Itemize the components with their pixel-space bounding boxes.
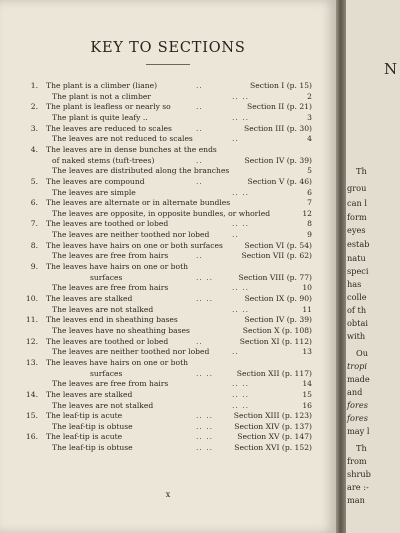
entry-text: The leaves have no sheathing bases <box>52 325 190 335</box>
entry-leader-dots: .. <box>232 230 239 240</box>
facing-text-line: has <box>347 279 362 289</box>
entry-text: The leaves are opposite, in opposite bundles, or whorled <box>52 208 271 218</box>
entry-number: 10. <box>25 294 38 303</box>
key-entry <box>0 81 336 91</box>
key-entry <box>0 124 336 134</box>
facing-text-line: fores <box>347 413 368 423</box>
entry-number: 6. <box>30 198 38 208</box>
entry-leader-dots: .. <box>196 81 203 90</box>
entry-reference: 12 <box>302 208 312 218</box>
entry-text: The leaves are simple <box>52 187 136 197</box>
entry-text: The leaves are stalked <box>46 294 133 303</box>
entry-text: The leaves are not stalked <box>52 400 154 410</box>
entry-reference: 10 <box>302 283 312 293</box>
key-entry <box>0 390 336 400</box>
entry-reference: Section VIII (p. 77) <box>238 272 312 282</box>
entry-text: The plant is leafless or nearly so <box>46 102 171 112</box>
key-entry <box>0 283 336 293</box>
key-entry <box>0 315 336 325</box>
entry-text: The leaves are toothed or lobed <box>46 219 169 229</box>
entry-number: 11. <box>25 315 38 325</box>
entry-text: of naked stems (tuft-trees) <box>52 155 155 165</box>
key-entry <box>0 401 336 411</box>
facing-text-line: grou <box>347 183 367 193</box>
entry-reference: Section IX (p. 90) <box>244 294 312 303</box>
key-entry <box>0 379 336 389</box>
entry-text: The leaves are not reduced to scales <box>52 134 193 144</box>
entry-number: 13. <box>25 357 38 367</box>
entry-reference: Section III (p. 30) <box>244 123 312 133</box>
entry-reference: Section XIII (p. 123) <box>233 411 312 421</box>
entry-reference: Section XV (p. 147) <box>237 432 312 442</box>
entry-text: The leaves are neither toothed nor lobed <box>52 230 210 240</box>
facing-text-line: from <box>347 456 367 466</box>
entry-reference: Section IV (p. 39) <box>244 155 312 165</box>
entry-leader-dots: .. .. <box>232 389 250 399</box>
page-number: x <box>165 490 171 499</box>
entry-text: The plant is quite leafy .. <box>52 112 148 122</box>
entry-reference: 8 <box>307 219 312 229</box>
entry-number: 14. <box>25 389 38 399</box>
entry-leader-dots: .. <box>196 123 203 133</box>
entry-leader-dots: .. .. <box>232 304 250 314</box>
facing-text-line: of th <box>347 305 367 315</box>
facing-text-line: fores <box>347 400 368 410</box>
entry-number: 8. <box>30 240 38 250</box>
entry-text: The leaves are free from hairs <box>52 283 169 293</box>
entry-reference: Section VI (p. 54) <box>244 240 312 250</box>
key-entry <box>0 369 336 379</box>
entry-text: The leaves have hairs on one or both <box>46 262 189 272</box>
facing-text-line: colle <box>347 292 367 302</box>
entry-reference: 7 <box>307 198 312 208</box>
facing-text-line: tropi <box>347 361 367 371</box>
entry-reference: 16 <box>302 400 312 410</box>
key-entry <box>0 358 336 368</box>
entry-reference: Section IV (p. 39) <box>244 315 312 325</box>
entry-text: The leaf-tip is obtuse <box>52 421 133 431</box>
entry-reference: 6 <box>307 187 312 197</box>
entry-number: 15. <box>25 411 38 421</box>
entry-text: The leaves are distributed along the branches <box>52 166 230 176</box>
facing-text-line: made <box>347 374 370 384</box>
entry-reference: Section XII (p. 117) <box>236 368 312 378</box>
entry-reference: 13 <box>302 347 312 357</box>
key-entry <box>0 305 336 315</box>
entry-text: The leaves are reduced to scales <box>46 123 172 133</box>
entry-text: The leaves are free from hairs <box>52 379 169 389</box>
facing-text-line: natu <box>347 253 366 263</box>
entry-leader-dots: .. <box>232 134 239 144</box>
entry-leader-dots: .. .. <box>196 294 214 303</box>
entry-number: 4. <box>30 144 38 154</box>
facing-text-line: obtai <box>347 318 368 328</box>
entry-leader-dots: .. <box>196 176 203 186</box>
entry-text: The leaf-tip is acute <box>46 432 123 442</box>
entry-leader-dots: .. <box>196 102 203 112</box>
entry-text: The leaves are free from hairs <box>52 251 169 261</box>
key-entry <box>0 198 336 208</box>
facing-text-line: Th <box>356 443 367 453</box>
facing-text-line: Ou <box>356 348 368 358</box>
entry-text: The leaves have hairs on one or both <box>46 357 189 367</box>
key-entry <box>0 166 336 176</box>
entry-number: 9. <box>30 262 38 272</box>
key-entry <box>0 337 336 347</box>
entry-text: The leaves are neither toothed nor lobed <box>52 347 210 357</box>
entry-reference: Section I (p. 15) <box>250 81 312 90</box>
entry-leader-dots: .. .. <box>196 368 214 378</box>
key-entry <box>0 177 336 187</box>
entry-leader-dots: .. <box>196 155 203 165</box>
key-entry <box>0 262 336 272</box>
entry-leader-dots: .. .. <box>196 421 214 431</box>
entry-text: The leaves are compound <box>46 176 145 186</box>
key-entry <box>0 411 336 421</box>
entry-leader-dots: .. .. <box>232 379 250 389</box>
entry-leader-dots: .. .. <box>232 91 250 101</box>
entry-reference: Section V (p. 46) <box>247 176 312 186</box>
book-page-right <box>346 0 400 533</box>
entry-text: The leaves are alternate or in alternate bundles <box>46 198 231 208</box>
key-entry <box>0 145 336 155</box>
entry-leader-dots: .. .. <box>232 283 250 293</box>
facing-text-line: estab <box>347 239 370 249</box>
key-entry <box>0 432 336 442</box>
key-entry <box>0 102 336 112</box>
key-entry <box>0 294 336 304</box>
key-entry <box>0 92 336 102</box>
entry-leader-dots: .. .. <box>232 112 250 122</box>
entry-leader-dots: .. <box>232 347 239 357</box>
entry-number: 5. <box>30 176 38 186</box>
entry-text: The leaves have hairs on one or both surfaces <box>46 240 223 250</box>
entry-reference: 9 <box>307 230 312 240</box>
key-entry <box>0 113 336 123</box>
entry-reference: Section XIV (p. 137) <box>234 421 312 431</box>
entry-reference: 15 <box>302 389 312 399</box>
entry-text: The leaves are in dense bunches at the ends <box>46 144 217 154</box>
book-gutter <box>336 0 346 533</box>
entry-text: The plant is a climber (liane) <box>46 81 158 90</box>
entry-reference: 3 <box>307 112 312 122</box>
entry-reference: Section XVI (p. 152) <box>234 443 312 453</box>
key-entry <box>0 422 336 432</box>
key-entry <box>0 251 336 261</box>
entry-number: 16. <box>25 432 38 442</box>
entry-text: The leaves end in sheathing bases <box>46 315 178 325</box>
entry-leader-dots: .. <box>196 251 203 261</box>
entry-leader-dots: .. .. <box>196 432 214 442</box>
entry-reference: 11 <box>302 304 312 314</box>
key-entry <box>0 188 336 198</box>
entry-leader-dots: .. .. <box>196 411 214 421</box>
entry-text: The plant is not a climber <box>52 91 151 101</box>
facing-text-line: shrub <box>347 469 371 479</box>
entry-text: The leaf-tip is obtuse <box>52 443 133 453</box>
entry-leader-dots: .. <box>196 336 203 346</box>
title-rule <box>146 64 190 65</box>
entry-leader-dots: .. .. <box>196 272 214 282</box>
entry-leader-dots: .. .. <box>232 219 250 229</box>
key-entry <box>0 241 336 251</box>
entry-text: surfaces <box>90 272 123 282</box>
entry-reference: Section XI (p. 112) <box>239 336 312 346</box>
key-entry <box>0 273 336 283</box>
key-entry <box>0 156 336 166</box>
facing-text-line: with <box>347 331 366 341</box>
key-entry <box>0 443 336 453</box>
entry-reference: Section X (p. 108) <box>242 325 312 335</box>
key-entry <box>0 326 336 336</box>
key-entry <box>0 347 336 357</box>
entry-number: 2. <box>30 102 38 112</box>
key-entry <box>0 219 336 229</box>
entry-reference: Section VII (p. 62) <box>241 251 312 261</box>
facing-text-line: eyes <box>347 225 366 235</box>
entry-number: 3. <box>30 123 38 133</box>
entry-leader-dots: .. .. <box>232 187 250 197</box>
entry-text: The leaves are stalked <box>46 389 133 399</box>
entry-text: The leaves are toothed or lobed <box>46 336 169 346</box>
facing-heading-letter: N <box>384 60 398 78</box>
facing-text-line: speci <box>347 266 369 276</box>
key-entry <box>0 230 336 240</box>
facing-text-line: are :- <box>347 482 369 492</box>
entry-leader-dots: .. .. <box>196 443 214 453</box>
entry-text: surfaces <box>90 368 123 378</box>
entry-reference: 14 <box>302 379 312 389</box>
facing-text-line: may l <box>347 426 370 436</box>
entry-reference: 4 <box>307 134 312 144</box>
entry-number: 1. <box>30 81 38 90</box>
facing-text-line: man <box>347 495 365 505</box>
entry-reference: Section II (p. 21) <box>247 102 312 112</box>
facing-text-line: form <box>347 212 367 222</box>
entry-reference: 5 <box>307 166 312 176</box>
entry-text: The leaves are not stalked <box>52 304 154 314</box>
facing-text-line: can l <box>347 198 367 208</box>
entry-text: The leaf-tip is acute <box>46 411 123 421</box>
entry-leader-dots: .. .. <box>232 400 250 410</box>
entry-reference: 2 <box>307 91 312 101</box>
entry-number: 7. <box>30 219 38 229</box>
entry-number: 12. <box>25 336 38 346</box>
key-entry <box>0 134 336 144</box>
facing-text-line: Th <box>356 166 367 176</box>
key-entry <box>0 209 336 219</box>
facing-text-line: and <box>347 387 363 397</box>
page-title: KEY TO SECTIONS <box>90 40 246 56</box>
